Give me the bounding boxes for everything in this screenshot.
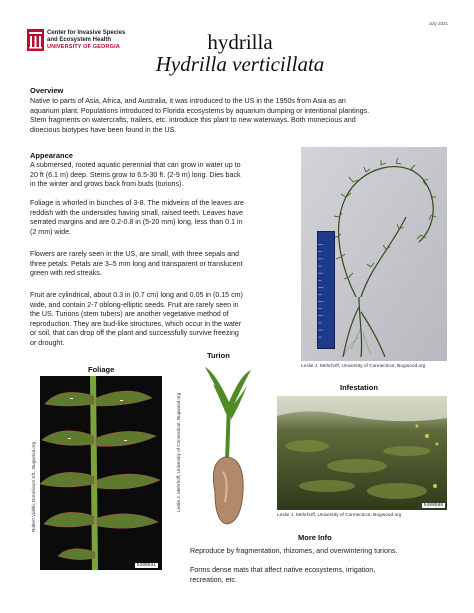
- uga-arch-icon: [27, 29, 44, 51]
- text-line: (2 mm) wide.: [30, 227, 71, 236]
- foliage-photo: [40, 376, 162, 570]
- text-line: reproduction. They are bud-like structures, which occur in the water: [30, 319, 242, 328]
- infestation-photo: [277, 396, 447, 510]
- text-line: or soil, that can drop off the plant and successfully survive freezing: [30, 329, 239, 338]
- text-line: reddish with the undersides having small, raised teeth. Leaves have: [30, 208, 243, 217]
- common-name-title: hydrilla: [207, 30, 273, 54]
- text-line: wide, and contain 2-7 oblong-elliptic seeds. Fruit are rarely seen in: [30, 300, 239, 309]
- text-line: green with red streaks.: [30, 269, 102, 278]
- specimen-photo: [301, 147, 447, 361]
- text-line: 20 ft (6.1 m) deep. Stems grow to 6.5-30 ft. (2-9 m) long. Dies back: [30, 170, 241, 179]
- text-line: A submersed, rooted aquatic perennial that can grow in water up to: [30, 161, 241, 169]
- turion-photo-credit: Leslie J. Mehrhoff, University of Connecticut, Bugwood.org: [176, 392, 181, 512]
- appearance-para-2: [30, 199, 295, 237]
- text-line: or drought.: [30, 338, 65, 347]
- foliage-photo-credit: Robert Vidéki, Doronicum Kft., Bugwood.org: [31, 441, 36, 532]
- overview-line: Stem fragments on watercrafts, trailers, etc. introduce this plant to new waterways. Both monecious and: [30, 116, 356, 125]
- appearance-para-3: [30, 250, 295, 279]
- measuring-ruler: [317, 231, 335, 349]
- date-label: July 2021: [428, 21, 448, 26]
- scientific-name-title: Hydrilla verticillata: [155, 52, 325, 76]
- specimen-photo-credit: Leslie J. Mehrhoff, University of Connecticut, Bugwood.org: [301, 364, 426, 369]
- text-line: three petals. Petals are 3–5 mm long and transparent or translucent: [30, 259, 243, 268]
- overview-line: dioecious biotypes have been found in the US.: [30, 125, 177, 134]
- overview-heading: Overview: [30, 86, 64, 95]
- logo-line-1: Center for Invasive Species: [47, 30, 126, 36]
- more-info-heading: More Info: [298, 533, 332, 542]
- infestation-image-id: 5480588: [423, 503, 443, 508]
- logo-line-3: UNIVERSITY OF GEORGIA: [47, 44, 120, 50]
- foliage-image-id: 5399531: [136, 563, 156, 568]
- text-line: the US. Turions (stem tubers) are another vegetative method of: [30, 310, 229, 319]
- foliage-label: Foliage: [88, 365, 115, 374]
- infestation-label: Infestation: [340, 383, 378, 392]
- overview-line: aquarium plant. Populations introduced to Florida ecosystems by aquarium dumping or intentional plantings.: [30, 106, 370, 115]
- more-info-line-1: Reproduce by fragmentation, rhizomes, and overwintering turions.: [190, 547, 398, 555]
- overview-text: [30, 97, 450, 135]
- overview-line: Native to parts of Asia, Africa, and Australia, it was introduced to the US in the 1950s from Asia as an: [30, 97, 346, 105]
- text-line: Forms dense mats that affect native ecosystems, irrigation,: [190, 566, 376, 574]
- turion-label: Turion: [207, 351, 230, 360]
- infestation-photo-credit: Leslie J. Mehrhoff, University of Connecticut, Bugwood.org: [277, 513, 402, 518]
- text-line: recreation, etc.: [190, 575, 237, 584]
- text-line: Fruit are cylindrical, about 0.3 in (0.7 cm) long and 0.05 in (0.15 cm): [30, 291, 243, 299]
- more-info-line-2: [190, 566, 460, 585]
- text-line: Foliage is whorled in bunches of 3-8. The midveins of the leaves are: [30, 199, 244, 207]
- appearance-para-1: [30, 161, 295, 190]
- appearance-para-4: [30, 291, 295, 349]
- appearance-heading: Appearance: [30, 151, 73, 160]
- text-line: in the winter and grows back from buds (turions).: [30, 180, 184, 189]
- logo-line-2: and Ecosystem Health: [47, 37, 112, 43]
- turion-photo: [185, 362, 271, 532]
- text-line: Flowers are rarely seen in the US, are small, with three sepals and: [30, 250, 239, 258]
- text-line: serrated margins and are 0.2-0.8 in (5-20 mm) long, less than 0.1 in: [30, 218, 243, 227]
- uga-logo: [27, 29, 145, 53]
